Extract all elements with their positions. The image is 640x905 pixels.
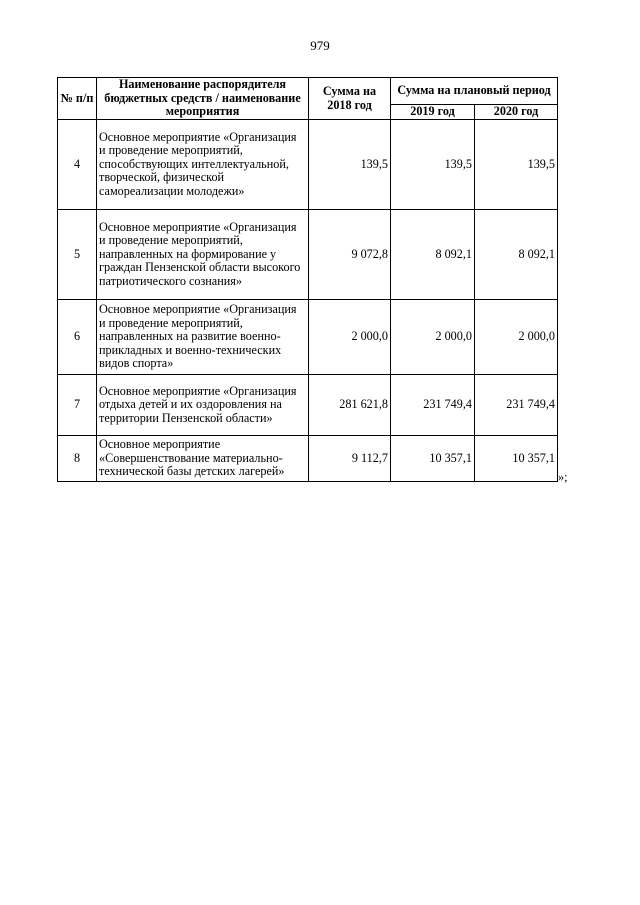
row-number: 8 (58, 436, 97, 482)
budget-table (57, 77, 558, 482)
row-sum-2018: 9 072,8 (309, 210, 391, 300)
row-sum-2018: 281 621,8 (309, 375, 391, 436)
row-sum-2020: 10 357,1 (475, 436, 558, 482)
row-name: Основное мероприятие «Организация и проведение мероприятий, направленных на формирование у граждан Пензенской области высокого патриотического сознания» (97, 210, 309, 300)
row-name: Основное мероприятие «Организация отдыха детей и их оздоровления на территории Пензенской области» (97, 375, 309, 436)
header-year-2020: 2020 год (475, 105, 558, 120)
row-number: 7 (58, 375, 97, 436)
row-sum-2018: 9 112,7 (309, 436, 391, 482)
row-sum-2020: 231 749,4 (475, 375, 558, 436)
table-row (58, 120, 558, 210)
row-name: Основное мероприятие «Организация и проведение мероприятий, направленных на развитие военно-прикладных и военно-технических видов спорта» (97, 300, 309, 375)
closing-quote-mark: »; (558, 470, 568, 484)
row-sum-2019: 8 092,1 (391, 210, 475, 300)
table-row (58, 375, 558, 436)
header-planned-period: Сумма на плановый период (391, 78, 558, 105)
row-sum-2020: 2 000,0 (475, 300, 558, 375)
header-name: Наименование распорядителя бюджетных средств / наименование мероприятия (97, 78, 309, 120)
page-number: 979 (310, 38, 330, 53)
header-row-top (58, 78, 558, 105)
row-sum-2020: 8 092,1 (475, 210, 558, 300)
row-name: Основное мероприятие «Организация и проведение мероприятий, способствующих интеллектуальной, творческой, физической самореализации молодежи» (97, 120, 309, 210)
row-sum-2020: 139,5 (475, 120, 558, 210)
table-row (58, 300, 558, 375)
row-name: Основное мероприятие «Совершенствование материально-технической базы детских лагерей» (97, 436, 309, 482)
table-row (58, 436, 558, 482)
header-year-2019: 2019 год (391, 105, 475, 120)
row-sum-2019: 139,5 (391, 120, 475, 210)
table-row (58, 210, 558, 300)
row-number: 4 (58, 120, 97, 210)
header-num: № п/п (58, 78, 97, 120)
header-sum-2018: Сумма на 2018 год (309, 78, 391, 120)
row-number: 6 (58, 300, 97, 375)
row-sum-2018: 139,5 (309, 120, 391, 210)
row-number: 5 (58, 210, 97, 300)
row-sum-2019: 10 357,1 (391, 436, 475, 482)
row-sum-2018: 2 000,0 (309, 300, 391, 375)
row-sum-2019: 2 000,0 (391, 300, 475, 375)
row-sum-2019: 231 749,4 (391, 375, 475, 436)
